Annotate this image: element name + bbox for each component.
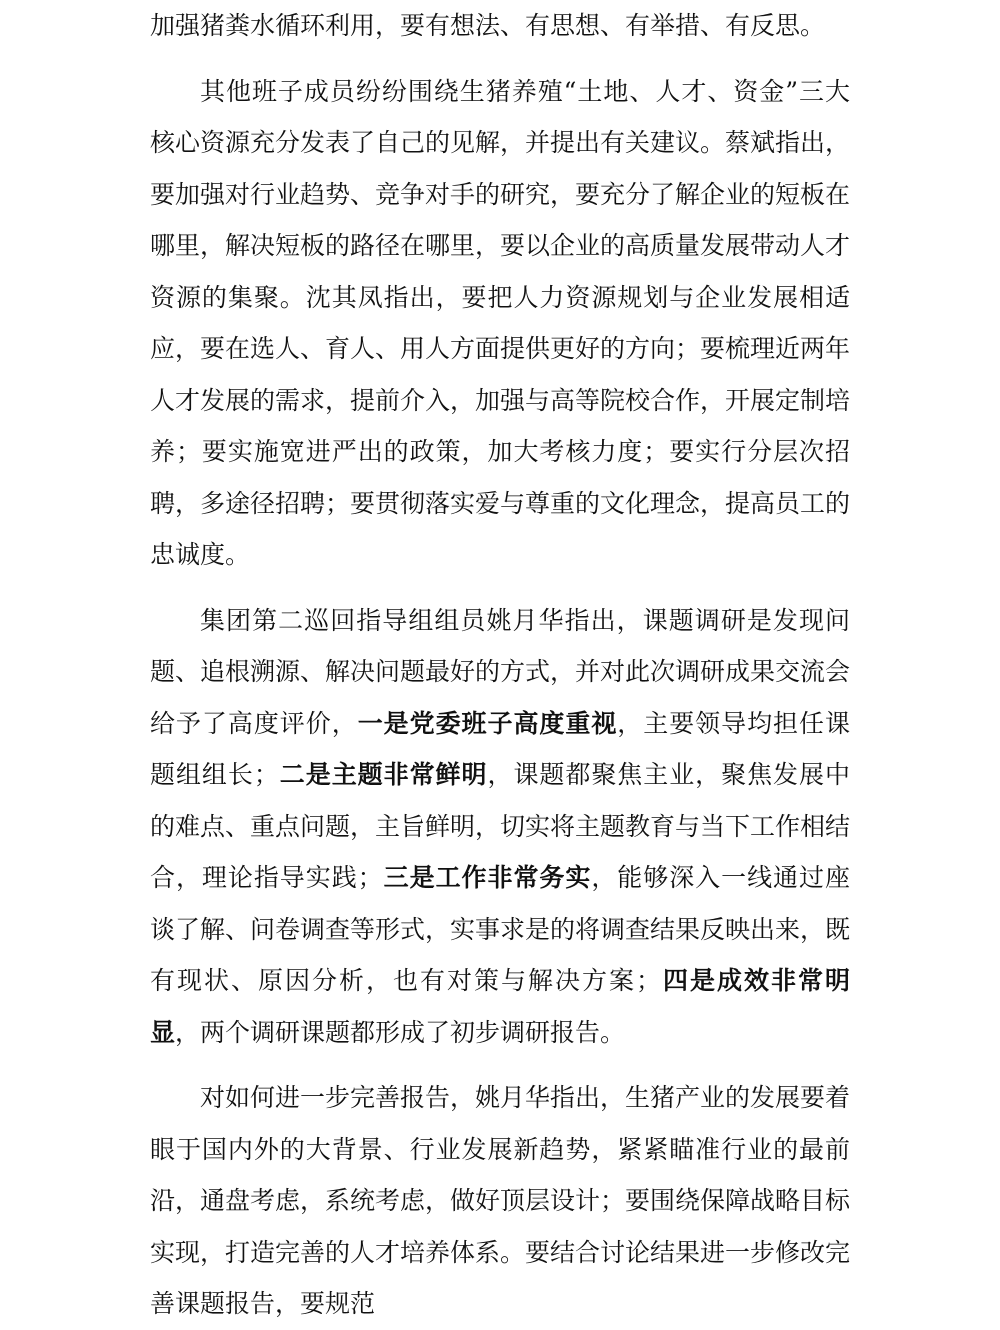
- paragraph-yao-evaluation: [150, 595, 850, 1059]
- text-segment: ，主要领导均担任课题组组长；: [150, 708, 850, 789]
- paragraph-members-opinions: 其他班子成员纷纷围绕生猪养殖“土地、人才、资金”三大核心资源充分发表了自己的见解，并提出有关建议。蔡斌指出，要加强对行业趋势、竞争对手的研究，要充分了解企业的短板在哪里，解决短板的路径在哪里，要以企业的高质量发展带动人才资源的集聚。沈其凤指出，要把人力资源规划与企业发展相适应，要在选人、育人、用人方面提供更好的方向；要梳理近两年人才发展的需求，提前介入，加强与高等院校合作，开展定制培养；要实施宽进严出的政策，加大考核力度；要实行分层次招聘，多途径招聘；要贯彻落实爱与尊重的文化理念，提高员工的忠诚度。: [150, 76, 851, 569]
- text-segment: 集团第二巡回指导组组员姚月华指出，课题调研是发现问题、追根溯源、解决问题最好的方式，并对此次调研成果交流会给予了高度评价，: [150, 605, 851, 738]
- paragraph-report-improvement: 对如何进一步完善报告，姚月华指出，生猪产业的发展要着眼于国内外的大背景、行业发展新趋势，紧紧瞄准行业的最前沿，通盘考虑，系统考虑，做好顶层设计；要围绕保障战略目标实现，打造完善的人才培养体系。要结合讨论结果进一步修改完善课题报告，要规范: [150, 1083, 851, 1318]
- bold-point-one: 一是党委班子高度重视: [357, 708, 618, 738]
- text-segment: ，两个调研课题都形成了初步调研报告。: [175, 1017, 626, 1047]
- bold-point-four: 四是成效非常明显: [150, 966, 850, 1047]
- document-page: [150, 0, 850, 1330]
- bold-point-two: 二是主题非常鲜明: [278, 760, 488, 789]
- text-segment: ，课题都聚焦主业，聚焦发展中的难点、重点问题，主旨鲜明，切实将主题教育与当下工作相结合，理论指导实践；: [150, 760, 851, 892]
- text-segment: ，能够深入一线通过座谈了解、问卷调查等形式，实事求是的将调查结果反映出来，既有现状、原因分析，也有对策与解决方案；: [150, 863, 851, 995]
- paragraph-continuation: 加强猪粪水循环利用，要有想法、有思想、有举措、有反思。: [150, 11, 826, 40]
- bold-point-three: 三是工作非常务实: [382, 863, 592, 892]
